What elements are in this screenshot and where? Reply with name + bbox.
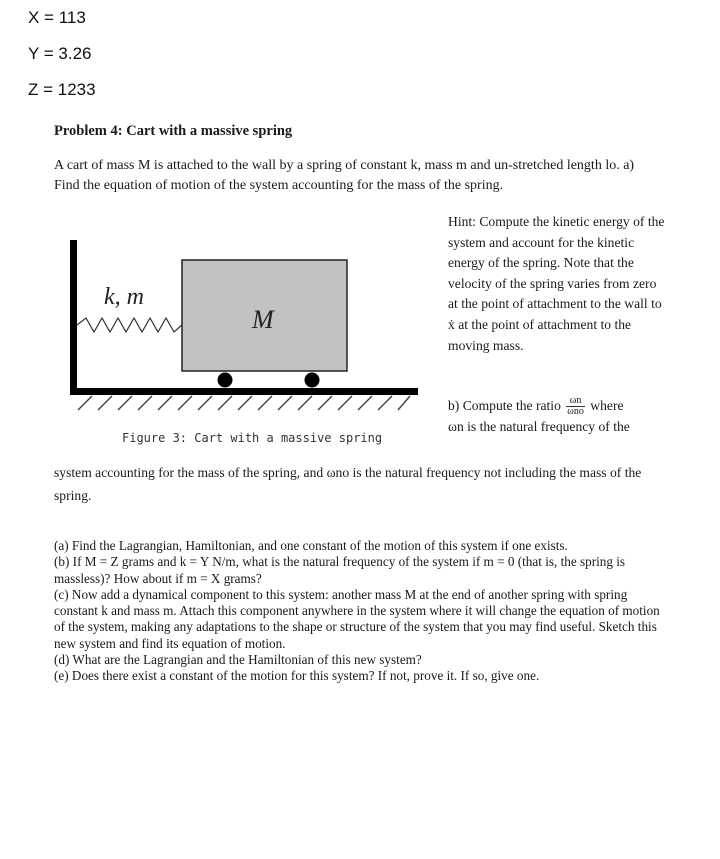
cart-figure bbox=[60, 230, 430, 415]
ratio-denominator: ωno bbox=[567, 406, 584, 418]
question-a: (a) Find the Lagrangian, Hamiltonian, and one constant of the motion of this system if one exists. bbox=[54, 538, 568, 553]
wheel-right bbox=[305, 373, 320, 388]
spring bbox=[77, 318, 182, 332]
problem-intro: A cart of mass M is attached to the wall by a spring of constant k, mass m and un-stretched length lo. a) Find the equation of motion of the system accounting for the mass of the spring. bbox=[54, 158, 635, 193]
spring-label: k, m bbox=[104, 284, 144, 310]
floor-hatching bbox=[78, 396, 410, 410]
question-b: (b) If M = Z grams and k = Y N/m, what is the natural frequency of the system if m = 0 (that is, the spring is massless)? How about if m = X grams? bbox=[54, 554, 626, 586]
questions-list bbox=[54, 538, 674, 685]
ratio-numerator: ωn bbox=[566, 396, 585, 407]
variable-y: Y = 3.26 bbox=[28, 44, 92, 63]
mass-label: M bbox=[252, 305, 274, 334]
part-b bbox=[448, 396, 668, 437]
wall bbox=[70, 240, 77, 395]
part-b-start: b) Compute the ratio bbox=[448, 398, 561, 413]
problem-title: Problem 4: Cart with a massive spring bbox=[54, 123, 293, 139]
part-b-continuation: system accounting for the mass of the spring, and ωno is the natural frequency not including the mass of the spring. bbox=[54, 465, 642, 503]
ratio-fraction bbox=[566, 396, 585, 417]
variable-z: Z = 1233 bbox=[28, 80, 96, 99]
variable-x: X = 113 bbox=[28, 8, 86, 27]
hint-text: Hint: Compute the kinetic energy of the system and account for the kinetic energy of the spring. Note that the velocity of the spring varies from zero at the point of attachment to the wall to ẋ at the point of attachment to the moving mass. bbox=[448, 214, 665, 353]
question-c: (c) Now add a dynamical component to this system: another mass M at the end of another spring with spring constant k and mass m. Attach this component anywhere in the system where it will change the equation of motion of the system, making any adaptations to the shape or structure of the system that you may find useful. Sketch this new system and find its equation of motion. bbox=[54, 586, 660, 651]
wheel-left bbox=[218, 373, 233, 388]
figure-caption: Figure 3: Cart with a massive spring bbox=[122, 431, 383, 445]
question-e: (e) Does there exist a constant of the motion for this system? If not, prove it. If so, give one. bbox=[54, 668, 540, 684]
part-b-line2: ωn is the natural frequency of the bbox=[448, 419, 630, 435]
floor bbox=[70, 388, 418, 395]
part-b-where: where bbox=[590, 398, 624, 413]
question-d: (d) What are the Lagrangian and the Hamiltonian of this new system? bbox=[54, 652, 422, 668]
